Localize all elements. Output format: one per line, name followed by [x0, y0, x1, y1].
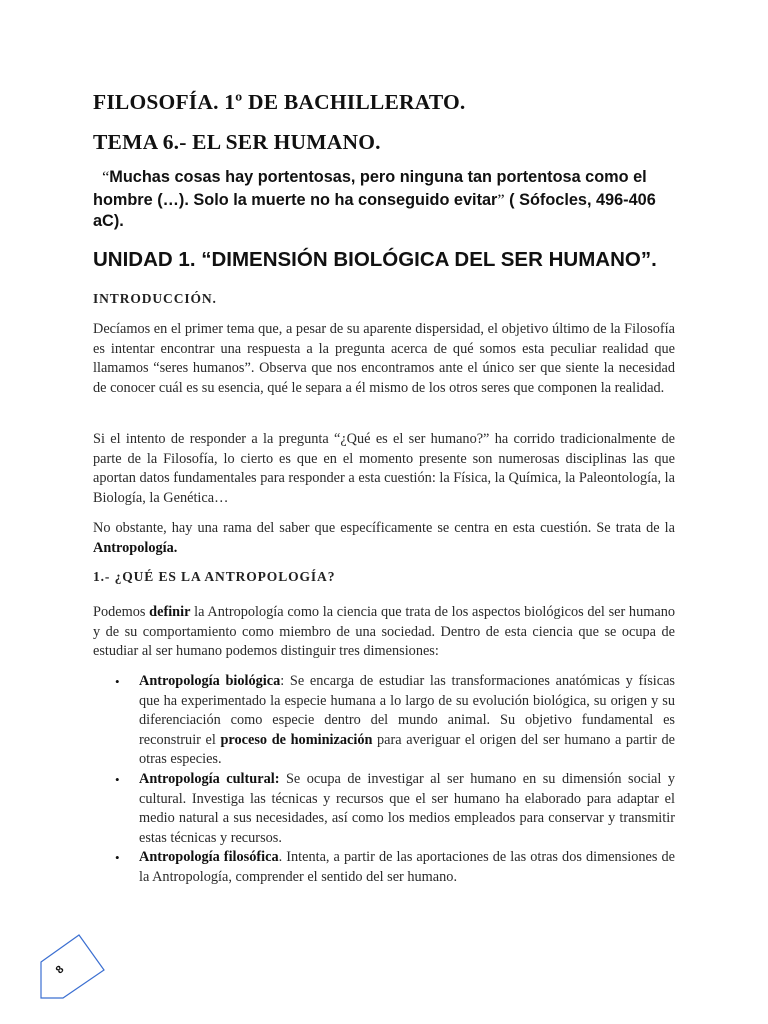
item-text: . Intenta, a partir de las aportaciones de las otras dos dimensiones de la Antropología, comprender el sentido del ser humano.	[139, 849, 675, 885]
item-bold-phrase: proceso de hominización	[220, 731, 373, 748]
bullet-icon: •	[115, 850, 120, 866]
intro-heading: INTRODUCCIÓN.	[93, 291, 217, 306]
item-term: Antropología filosófica	[139, 849, 279, 866]
page-number: 8	[53, 963, 67, 977]
intro-paragraph-1: Decíamos en el primer tema que, a pesar de su aparente dispersidad, el objetivo último de la Filosofía es intentar encontrar una respuesta a la pregunta acerca de qué somos esta peculiar realidad que llamamos “seres humanos”. Observa que nos encontramos ante el único ser que siente la necesidad de conocer cuál es su esencia, qué le separa a él mismo de los otros seres que componen la realidad.	[93, 321, 675, 396]
item-text: : Se encarga de estudiar las transformaciones anatómicas y físicas que ha experimentado la especie humana a lo largo de su evolución biológica, su origen y su diferenciación como especie dentro del mundo animal. Su objetivo fundamental es reconstruir el	[139, 673, 675, 748]
quote-close-mark: ”	[497, 189, 505, 209]
dimensions-list	[93, 672, 675, 888]
section1-p-a: Podemos	[93, 604, 150, 620]
item-term: Antropología cultural:	[139, 770, 280, 787]
topic-title: TEMA 6.- EL SER HUMANO.	[93, 130, 381, 154]
course-title: FILOSOFÍA. 1º DE BACHILLERATO.	[93, 90, 466, 114]
intro-p3-text: No obstante, hay una rama del saber que específicamente se centra en esta cuestión. Se trata de la	[93, 520, 675, 536]
section1-p-c: la Antropología como la ciencia que trata de los aspectos biológicos del ser humano y de su comportamiento como miembro de una sociedad. Dentro de esta ciencia que se ocupa de estudiar al ser humano podemos distinguir tres dimensiones:	[93, 604, 675, 660]
opening-quote	[93, 166, 675, 233]
item-text-end: para averiguar el origen del ser humano a partir de otras especies.	[139, 731, 675, 768]
intro-p3-bold: Antropología.	[93, 539, 178, 556]
quote-source: ( Sófocles, 496-406 aC).	[93, 190, 656, 230]
intro-paragraph-3	[93, 519, 675, 558]
list-item	[93, 848, 675, 887]
section1-p-bold: definir	[149, 604, 191, 620]
section1-heading: 1.- ¿QUÉ ES LA ANTROPOLOGÍA?	[93, 569, 336, 584]
section1-paragraph	[93, 603, 675, 662]
item-term: Antropología biológica	[139, 673, 281, 689]
unit-title: UNIDAD 1. “DIMENSIÓN BIOLÓGICA DEL SER HUMANO”.	[93, 248, 657, 271]
page-number-shape	[38, 934, 106, 1000]
intro-paragraph-2: Si el intento de responder a la pregunta “¿Qué es el ser humano?” ha corrido tradicionalmente de parte de la Filosofía, lo cierto es que en el momento presente son numerosas disciplinas las que aportan datos fundamentales para responder a esta cuestión: la Física, la Química, la Paleontología, la Biología, la Genética…	[93, 431, 675, 506]
quote-open-mark: “	[102, 167, 110, 186]
bullet-icon: •	[115, 674, 120, 689]
item-text: Se ocupa de investigar al ser humano en su dimensión social y cultural. Investiga las técnicas y recursos que el ser humano ha elaborado para adaptar el medio natural a sus necesidades, así como los medios empleados para conservar y transmitir estas técnicas y recursos.	[139, 770, 676, 846]
bullet-icon: •	[115, 771, 120, 787]
list-item	[93, 770, 675, 848]
list-item	[93, 672, 675, 770]
page-corner-frame	[41, 935, 104, 998]
quote-text: Muchas cosas hay portentosas, pero ninguna tan portentosa como el hombre (…). Solo la muerte no ha conseguido evitar	[93, 168, 647, 209]
